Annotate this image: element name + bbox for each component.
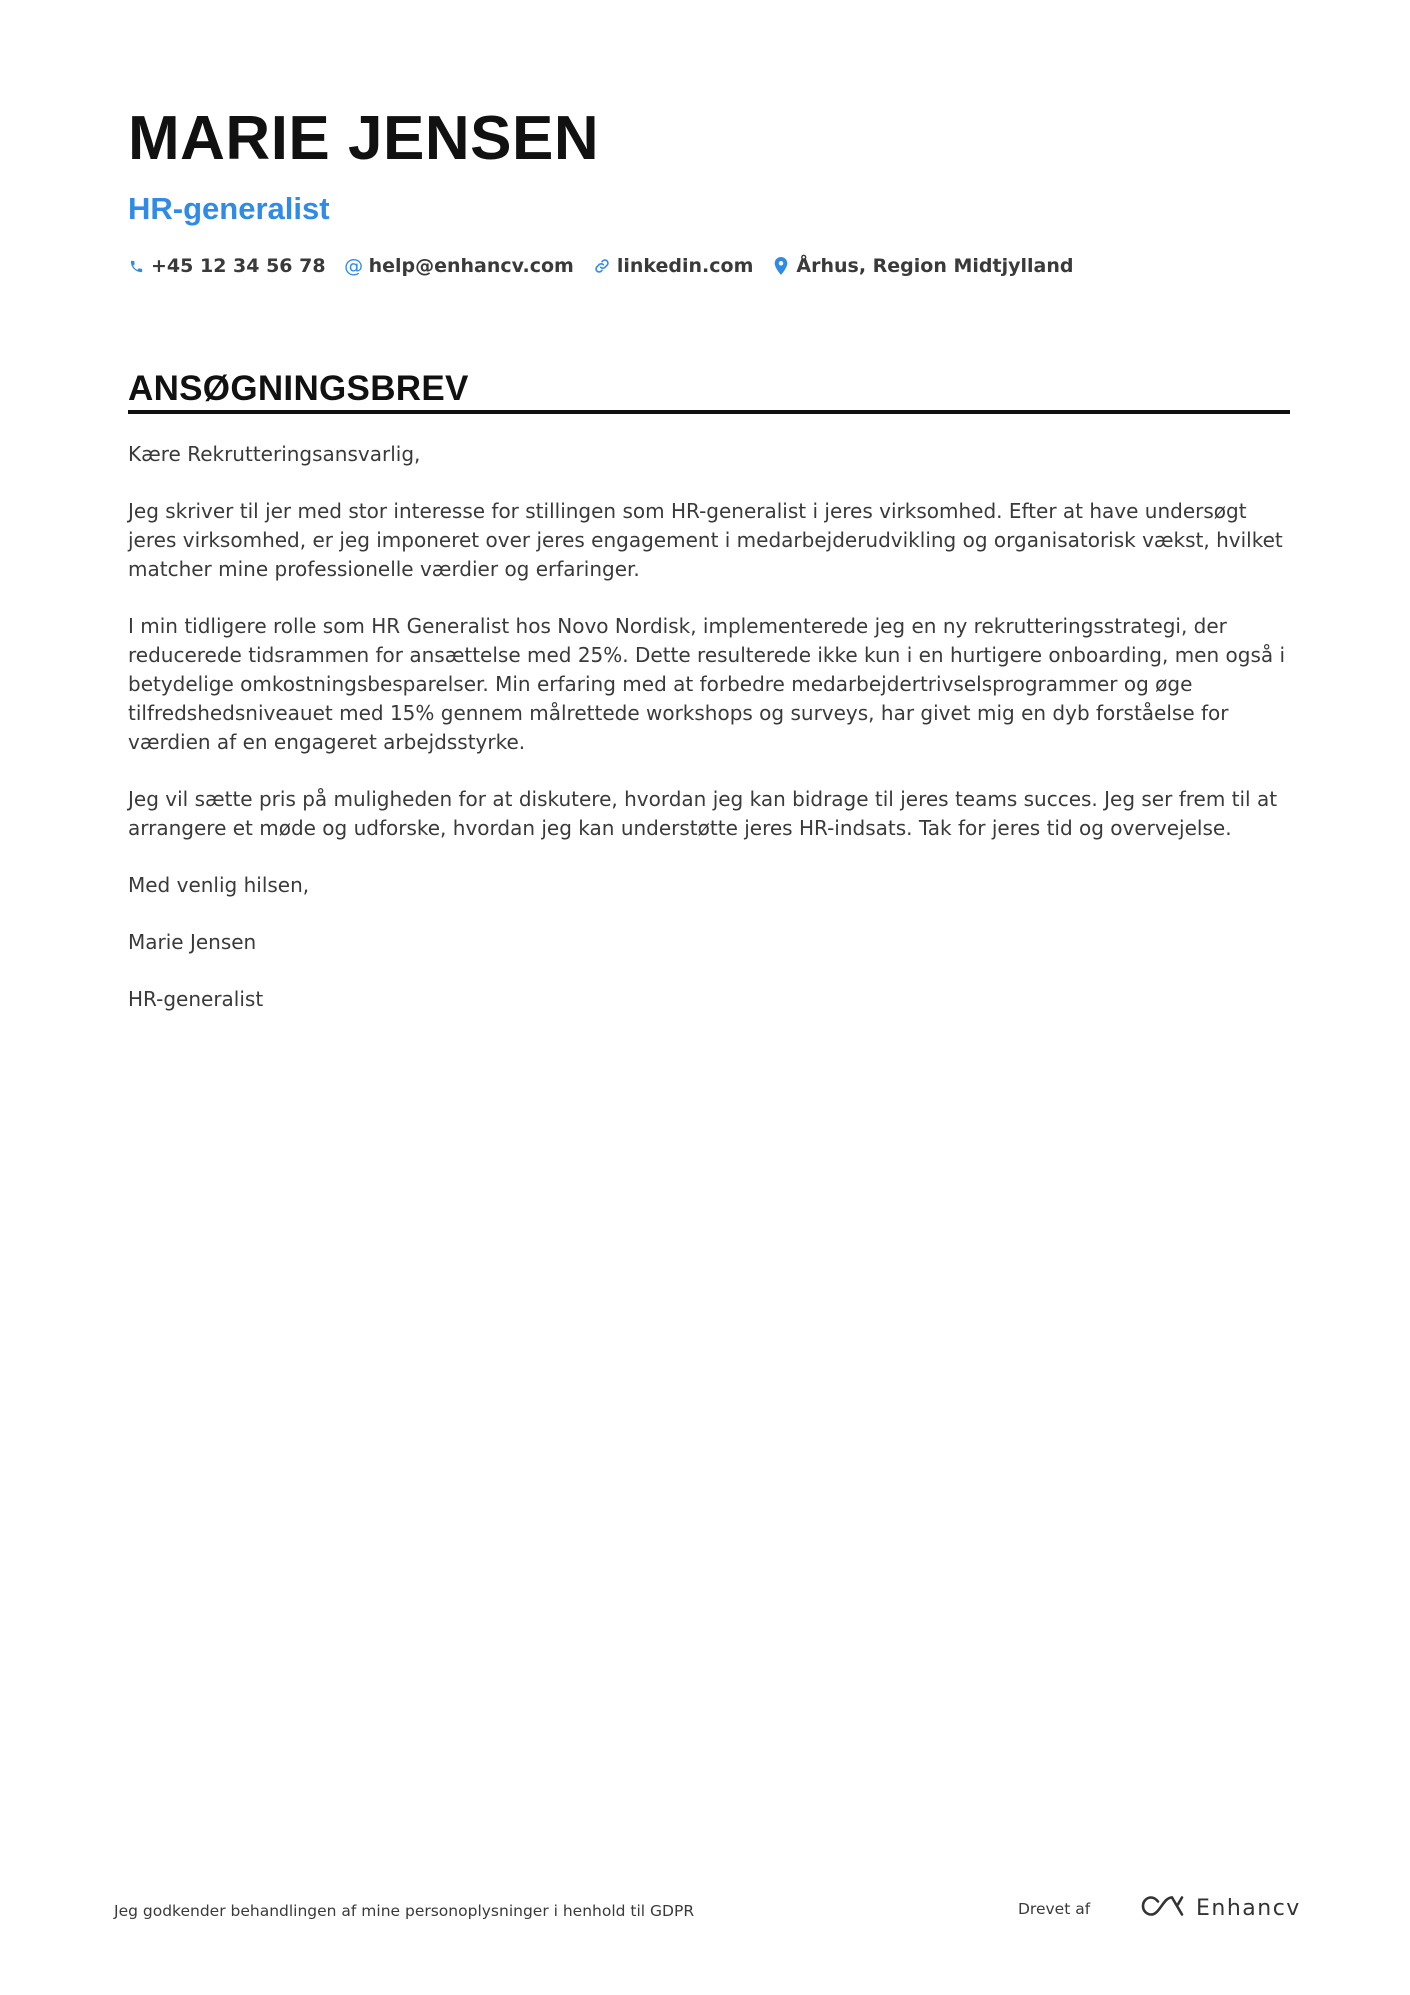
letter-paragraph: I min tidligere rolle som HR Generalist hos Novo Nordisk, implementerede jeg en ny rekrutteringsstrategi, der reducerede tidsrammen for ansættelse med 25%. Dette resulterede ikke kun i en hurtigere onboarding, men også i betydelige omkostningsbesparelser. Min erfaring med at forbedre medarbejdertrivselsprogrammer og øge tilfredshedsniveauet med 15% gennem målrettede workshops og surveys, har givet mig en dyb forståelse for værdien af en engageret arbejdsstyrke.: [128, 614, 1286, 754]
contact-location: [773, 255, 1073, 277]
section-divider: [128, 410, 1290, 414]
contact-linkedin-text[interactable]: linkedin.com: [616, 255, 754, 277]
contact-email[interactable]: [346, 255, 574, 277]
page-footer: [0, 1893, 1410, 1933]
contact-location-text: Århus, Region Midtjylland: [796, 255, 1074, 277]
map-pin-icon: [773, 257, 789, 275]
brand-logo[interactable]: [1140, 1893, 1301, 1923]
letter-paragraph: Jeg vil sætte pris på muligheden for at diskutere, hvordan jeg kan bidrage til jeres teams succes. Jeg ser frem til at arrangere et møde og udforske, hvordan jeg kan understøtte jeres HR-indsats. Tak for jeres tid og overvejelse.: [128, 787, 1278, 840]
phone-icon: [128, 257, 144, 275]
letter-body: [128, 440, 1290, 1042]
applicant-name: MARIE JENSEN: [128, 104, 600, 173]
contact-email-text[interactable]: help@enhancv.com: [368, 255, 574, 277]
gdpr-consent-text: Jeg godkender behandlingen af mine personoplysninger i henhold til GDPR: [114, 1902, 695, 1920]
link-icon: [594, 257, 610, 275]
letter-greeting: Kære Rekrutteringsansvarlig,: [128, 442, 421, 466]
contact-bar: [128, 255, 1073, 277]
signature-title: HR-generalist: [128, 987, 264, 1011]
letter-closing: Med venlig hilsen,: [128, 873, 310, 897]
contact-linkedin[interactable]: [594, 255, 754, 277]
applicant-role: HR-generalist: [128, 191, 330, 226]
letter-paragraph: Jeg skriver til jer med stor interesse for stillingen som HR-generalist i jeres virksomhed. Efter at have undersøgt jeres virksomhed, er jeg imponeret over jeres engagement i medarbejderudvikling og organisatorisk vækst, hvilket matcher mine professionelle værdier og erfaringer.: [128, 499, 1283, 581]
enhancv-logo-icon: [1140, 1893, 1186, 1923]
signature-name: Marie Jensen: [128, 930, 257, 954]
section-title: ANSØGNINGSBREV: [128, 369, 469, 408]
contact-phone: [128, 255, 326, 277]
contact-phone-text: +45 12 34 56 78: [151, 255, 326, 277]
brand-name: Enhancv: [1196, 1895, 1301, 1921]
at-sign-icon: @: [344, 254, 364, 277]
powered-by-label: Drevet af: [1018, 1900, 1091, 1918]
